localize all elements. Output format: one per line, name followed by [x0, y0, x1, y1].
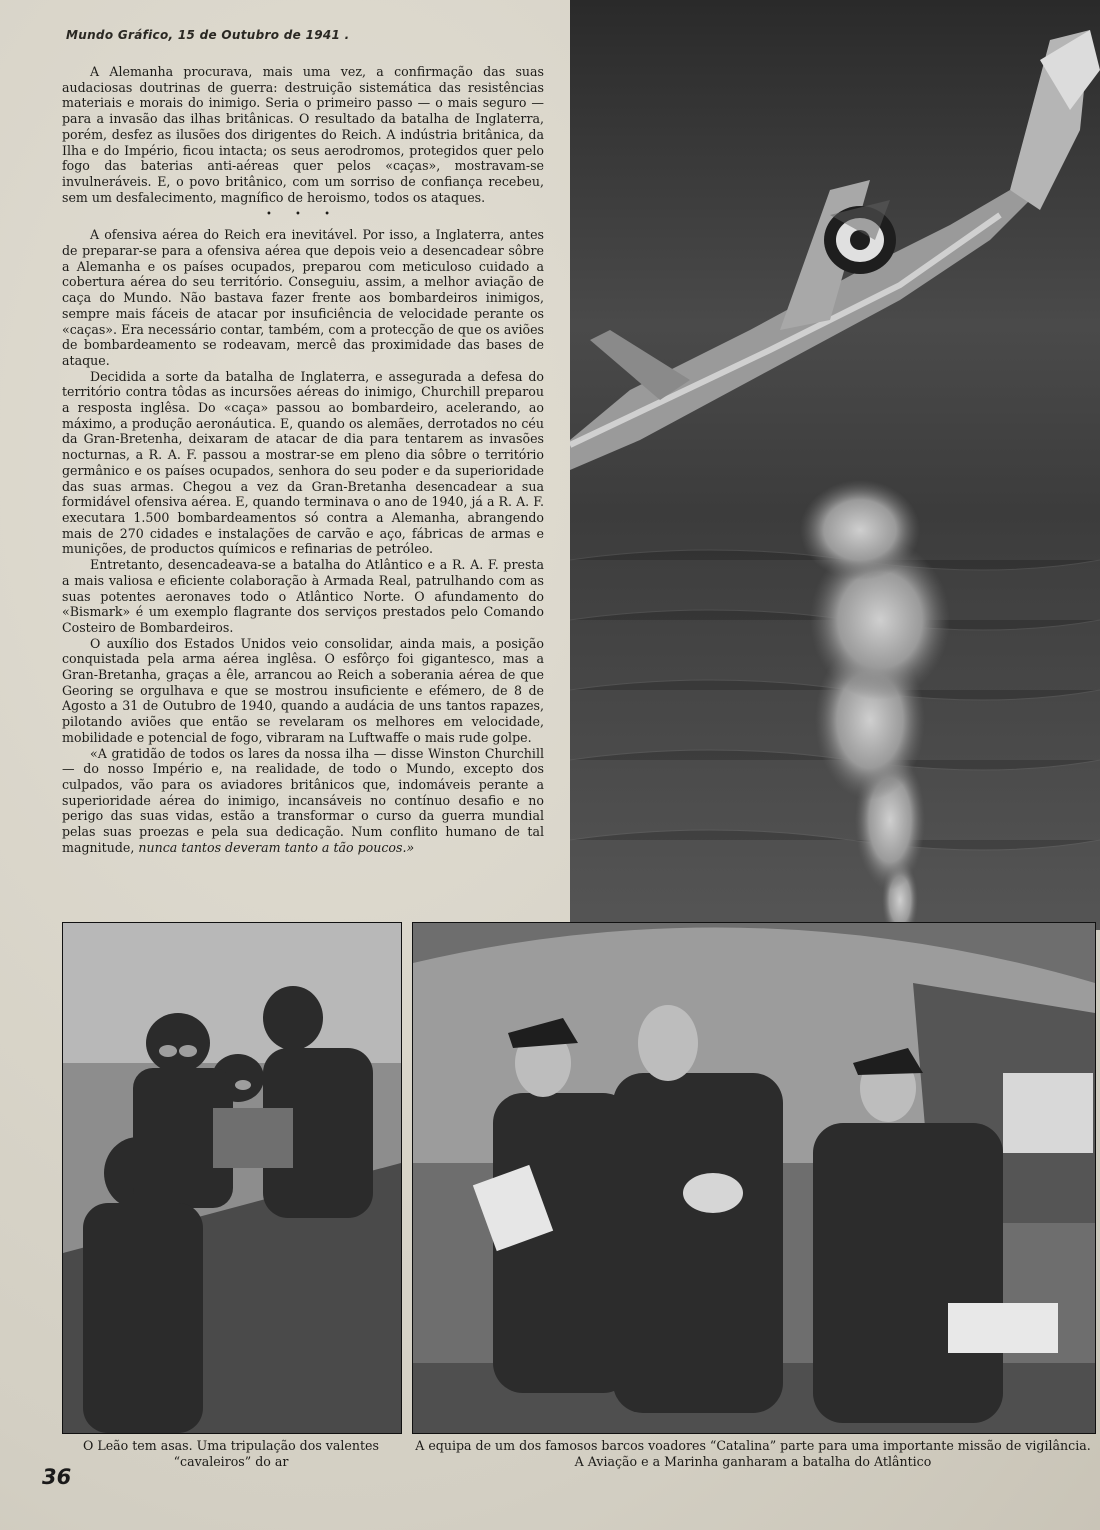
closing-quote: nunca tantos deveram tanto a tão poucos.»	[138, 839, 415, 855]
catalina-photo-caption: A equipa de um dos famosos barcos voadores “Catalina” parte para uma importante missão de vigilância. A Aviação e a Marinha ganharam a batalha do Atlântico	[415, 1438, 1091, 1469]
crew-photo-caption: O Leão tem asas. Uma tripulação dos valentes “cavaleiros” do ar	[83, 1438, 379, 1469]
photo-bomber-over-sea	[570, 0, 1100, 930]
article-body	[62, 64, 544, 855]
article-paragraph: A ofensiva aérea do Reich era inevitável. Por isso, a Inglaterra, antes de preparar-se para a ofensiva aérea que depois veio a desencadear sôbre a Alemanha e os países ocupados, preparou com meticuloso cuidado a cobertura aérea do seu território. Conseguiu, assim, a melhor aviação de caça do Mundo. Não bastava fazer frente aos bombardeiros inimigos, sempre mais fáceis de atacar por insuficiência de velocidade perante os «caças». Era necessário contar, também, com a protecção de que os aviões de bombardeamento se rodeavam, mercê das proximidade das bases de ataque.	[62, 227, 544, 368]
article-paragraph	[62, 746, 544, 856]
article-paragraph: O auxílio dos Estados Unidos veio consolidar, ainda mais, a posição conquistada pela arma aérea inglêsa. O esfôrço foi gigantesco, mas a Gran-Bretanha, graças a êle, arrancou ao Reich a soberania aérea de que Georing se orgulhava e que se mostrou insuficiente e efémero, de 8 de Agosto a 31 de Outubro de 1940, quando a audácia de uns tantos rapazes, pilotando aviões que então se revelaram os melhores em velocidade, mobilidade e potencial de fogo, vibraram na Luftwaffe o mais rude golpe.	[62, 635, 544, 745]
photo-aircrew	[62, 922, 402, 1434]
article-paragraph: A Alemanha procurava, mais uma vez, a confirmação das suas audaciosas doutrinas de guerra: destruição sistemática das resistências materiais e morais do inimigo. Seria o primeiro passo — o mais seguro — para a invasão das ilhas britânicas. O resultado da batalha de Inglaterra, porém, desfez as ilusões dos dirigentes do Reich. A indústria britânica, da Ilha e do Império, ficou intacta; os seus aerodromos, protegidos quer pelo fogo das baterias anti-aéreas quer pelos «caças», mostravam-se invulneráveis. E, o povo britânico, com um sorriso de confiança recebeu, sem um desfalecimento, magnífico de heroismo, todos os ataques.	[62, 64, 544, 205]
article-paragraph: Entretanto, desencadeava-se a batalha do Atlântico e a R. A. F. presta a mais valiosa e eficiente colaboração à Armada Real, patrulhando com as suas potentes aeronaves todo o Atlântico Norte. O afundamento do «Bismark» é um exemplo flagrante dos serviços prestados pelo Comando Costeiro de Bombardeiros.	[62, 557, 544, 635]
churchill-quote: «A gratidão de todos os lares da nossa ilha — disse Winston Churchill — do nosso Império e, na realidade, de todo o Mundo, excepto dos culpados, vão para os aviadores britânicos que, indomáveis perante a superioridade aérea do inimigo, incansáveis no contínuo desafio e no perigo das suas vidas, estão a transformar o curso da guerra mundial pelas suas proezas e pela sua dedicação. Num conflito humano de tal magnitude,	[62, 745, 544, 855]
section-separator: • • •	[265, 209, 341, 221]
page-number: 36	[42, 1465, 72, 1489]
photo-catalina-crew	[412, 922, 1096, 1434]
page-header: Mundo Gráfico, 15 de Outubro de 1941 .	[66, 28, 350, 42]
article-paragraph: Decidida a sorte da batalha de Inglaterra, e assegurada a defesa do território contra tôdas as incursões aéreas do inimigo, Churchill preparou a resposta inglêsa. Do «caça» passou ao bombardeiro, acelerando, ao máximo, a produção aeronáutica. E, quando os alemães, derrotados no céu da Gran-Bretenha, deixaram de atacar de dia para tentarem as invasões nocturnas, a R. A. F. passou a mostrar-se em pleno dia sôbre o território germânico e os países ocupados, senhora do seu poder e da superioridade das suas armas. Chegou a vez da Gran-Bretanha desencadear a sua formidável ofensiva aérea. E, quando terminava o ano de 1940, já a R. A. F. executara 1.500 bombardeamentos só contra a Alemanha, abrangendo mais de 270 cidades e instalações de carvão e aço, fábricas de armas e munições, de productos químicos e refinarias de petróleo.	[62, 368, 544, 557]
